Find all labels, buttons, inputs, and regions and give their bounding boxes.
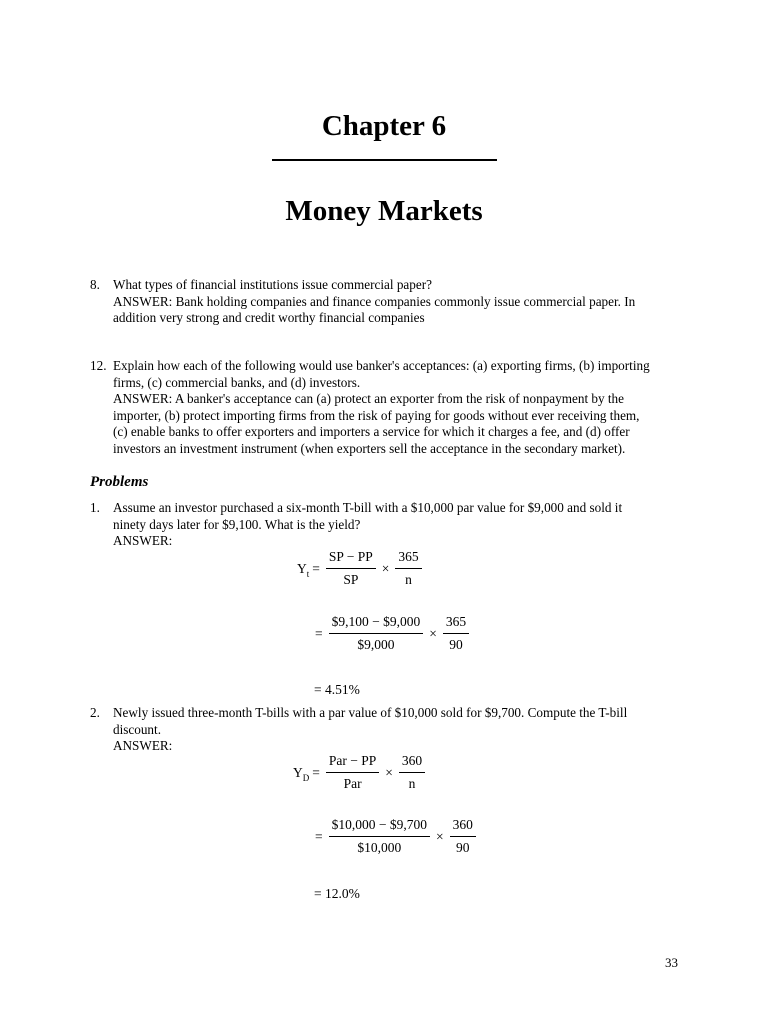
- question-number: 12.: [90, 358, 107, 373]
- subject-title: Money Markets: [285, 195, 483, 227]
- yield-calculation: [312, 614, 472, 653]
- denominator: $10,000: [357, 840, 402, 855]
- answer-line: ANSWER: Bank holding companies and finance companies commonly issue commercial paper. In: [113, 293, 636, 309]
- discount-result: = 12.0%: [314, 886, 360, 901]
- answer-line: investors an investment instrument (when exporters sell the acceptance in the secondary market).: [113, 440, 626, 456]
- problem-text: Assume an investor purchased a six-month T-bill with a $10,000 par value for $9,000 and sold it: [113, 500, 623, 515]
- numerator: Par − PP: [326, 753, 379, 773]
- page-number: 33: [665, 955, 678, 970]
- answer-line: ANSWER: A banker's acceptance can (a) protect an exporter from the risk of nonpayment by the: [113, 391, 625, 406]
- times-sign: ×: [381, 560, 390, 576]
- numerator: $10,000 − $9,700: [329, 817, 430, 837]
- numerator: SP − PP: [326, 549, 376, 569]
- equals-sign: =: [312, 560, 320, 576]
- problem-number: 2.: [90, 705, 100, 720]
- problem-text: discount.: [113, 721, 161, 737]
- answer-label: ANSWER:: [113, 533, 173, 548]
- fraction: [326, 549, 376, 588]
- times-sign: ×: [429, 625, 437, 641]
- answer-line: importer, (b) protect importing firms from the risk of paying for goods without ever receiving them,: [113, 407, 640, 423]
- denominator: $9,000: [357, 637, 395, 652]
- formula-lhs: $Y_D$: [293, 764, 310, 783]
- yield-result: = 4.51%: [314, 682, 360, 697]
- denominator: 90: [456, 840, 470, 855]
- problem-text: Newly issued three-month T-bills with a par value of $10,000 sold for $9,700. Compute the T-bill: [113, 705, 628, 720]
- denominator: 90: [449, 637, 463, 652]
- problem-text: ninety days later for $9,100. What is the yield?: [113, 516, 361, 532]
- problem-item-1: [90, 500, 670, 550]
- fraction: [329, 614, 424, 653]
- problem-number: 1.: [90, 500, 100, 515]
- answer-line: addition very strong and credit worthy financial companies: [113, 310, 425, 325]
- times-sign: ×: [385, 764, 393, 780]
- times-sign: ×: [436, 828, 444, 844]
- numerator: 365: [443, 614, 469, 634]
- question-text: firms, (c) commercial banks, and (d) investors.: [113, 374, 361, 390]
- question-text: What types of financial institutions issue commercial paper?: [113, 277, 432, 292]
- equals-sign: =: [315, 625, 323, 641]
- chapter-title: Chapter 6: [321, 110, 447, 142]
- chapter-rule: [272, 159, 497, 161]
- denominator: SP: [343, 572, 359, 587]
- fraction: [395, 549, 421, 588]
- numerator: 365: [395, 549, 421, 569]
- fraction: [329, 817, 430, 856]
- answer-line: (c) enable banks to offer exporters and importers a service for which it charges a fee, and (d) offer: [113, 424, 630, 439]
- numerator: $9,100 − $9,000: [329, 614, 424, 634]
- yield-formula: [297, 549, 425, 588]
- question-item-12: [90, 358, 670, 457]
- numerator: 360: [450, 817, 476, 837]
- discount-formula: [293, 753, 428, 792]
- question-number: 8.: [90, 277, 100, 292]
- denominator: n: [405, 572, 412, 587]
- discount-calculation: [312, 817, 479, 856]
- denominator: n: [408, 776, 416, 791]
- question-text: Explain how each of the following would use banker's acceptances: (a) exporting firms, (b) importing: [113, 358, 650, 373]
- denominator: Par: [343, 776, 362, 791]
- fraction: [326, 753, 379, 792]
- equals-sign: =: [312, 764, 320, 780]
- numerator: 360: [399, 753, 425, 773]
- problem-item-2: [90, 705, 670, 755]
- answer-label: ANSWER:: [113, 738, 173, 753]
- fraction: [399, 753, 425, 792]
- fraction: [450, 817, 476, 856]
- fraction: [443, 614, 469, 653]
- equals-sign: =: [315, 828, 323, 844]
- problems-heading: Problems: [90, 474, 149, 490]
- formula-lhs: $Y_t$: [297, 560, 310, 579]
- question-item-8: [90, 277, 670, 327]
